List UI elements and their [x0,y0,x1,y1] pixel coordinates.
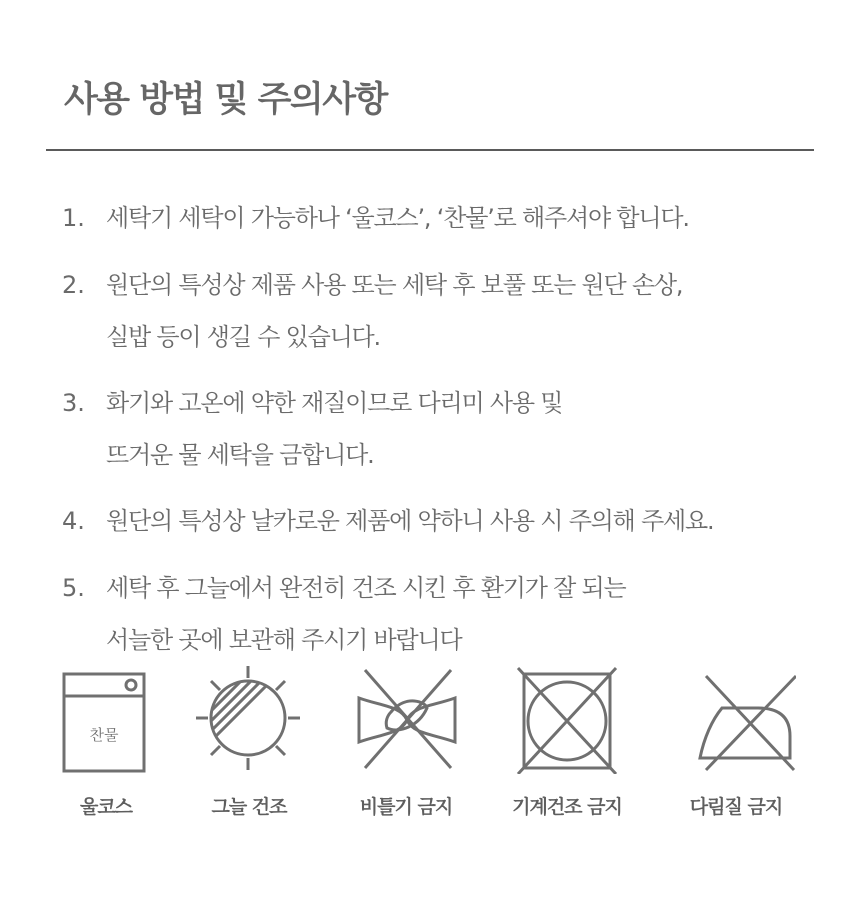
care-label: 다림질 금지 [689,796,783,818]
notice-text: 원단의 특성상 제품 사용 또는 세탁 후 보풀 또는 원단 손상, [106,271,683,299]
notice-text: 원단의 특성상 날카로운 제품에 약하니 사용 시 주의해 주세요. [106,507,714,535]
notice-number: 4. [62,507,85,535]
care-label: 울코스 [79,796,133,818]
notice-list [62,192,842,680]
shade-dry-icon [194,664,304,774]
notice-text: 실밥 등이 생길 수 있습니다. [106,323,380,351]
care-item-wool-course [26,664,186,819]
care-item-no-wring [326,664,486,819]
care-label: 그늘 건조 [211,796,287,818]
notice-item [62,259,842,363]
care-label: 비틀기 금지 [359,796,453,818]
notice-item [62,562,842,666]
care-item-shade-dry [169,664,329,819]
page-title: 사용 방법 및 주의사항 [64,80,387,120]
notice-text: 세탁기 세탁이 가능하나 ‘울코스’, ‘찬물’로 해주셔야 합니다. [106,204,689,232]
notice-text: 세탁 후 그늘에서 완전히 건조 시킨 후 환기가 잘 되는 [106,574,626,602]
washing-machine-icon [51,664,161,774]
washing-machine-text: 찬물 [89,726,119,744]
no-wring-icon [351,664,461,774]
notice-number: 3. [62,389,85,417]
care-item-no-iron [656,664,816,819]
no-iron-icon [676,664,796,774]
no-tumble-dry-icon [512,664,622,774]
notice-text: 뜨거운 물 세탁을 금합니다. [106,441,374,469]
notice-number: 5. [62,574,85,602]
notice-text: 화기와 고온에 약한 재질이므로 다리미 사용 및 [106,389,563,417]
care-label: 기계건조 금지 [512,796,622,818]
notice-item [62,495,842,548]
notice-item [62,192,842,245]
care-icons [0,664,860,844]
notice-text: 서늘한 곳에 보관해 주시기 바랍니다 [106,626,462,654]
notice-item [62,377,842,481]
title-divider [46,149,814,151]
care-item-no-tumble-dry [487,664,647,819]
notice-number: 2. [62,271,85,299]
notice-number: 1. [62,204,85,232]
